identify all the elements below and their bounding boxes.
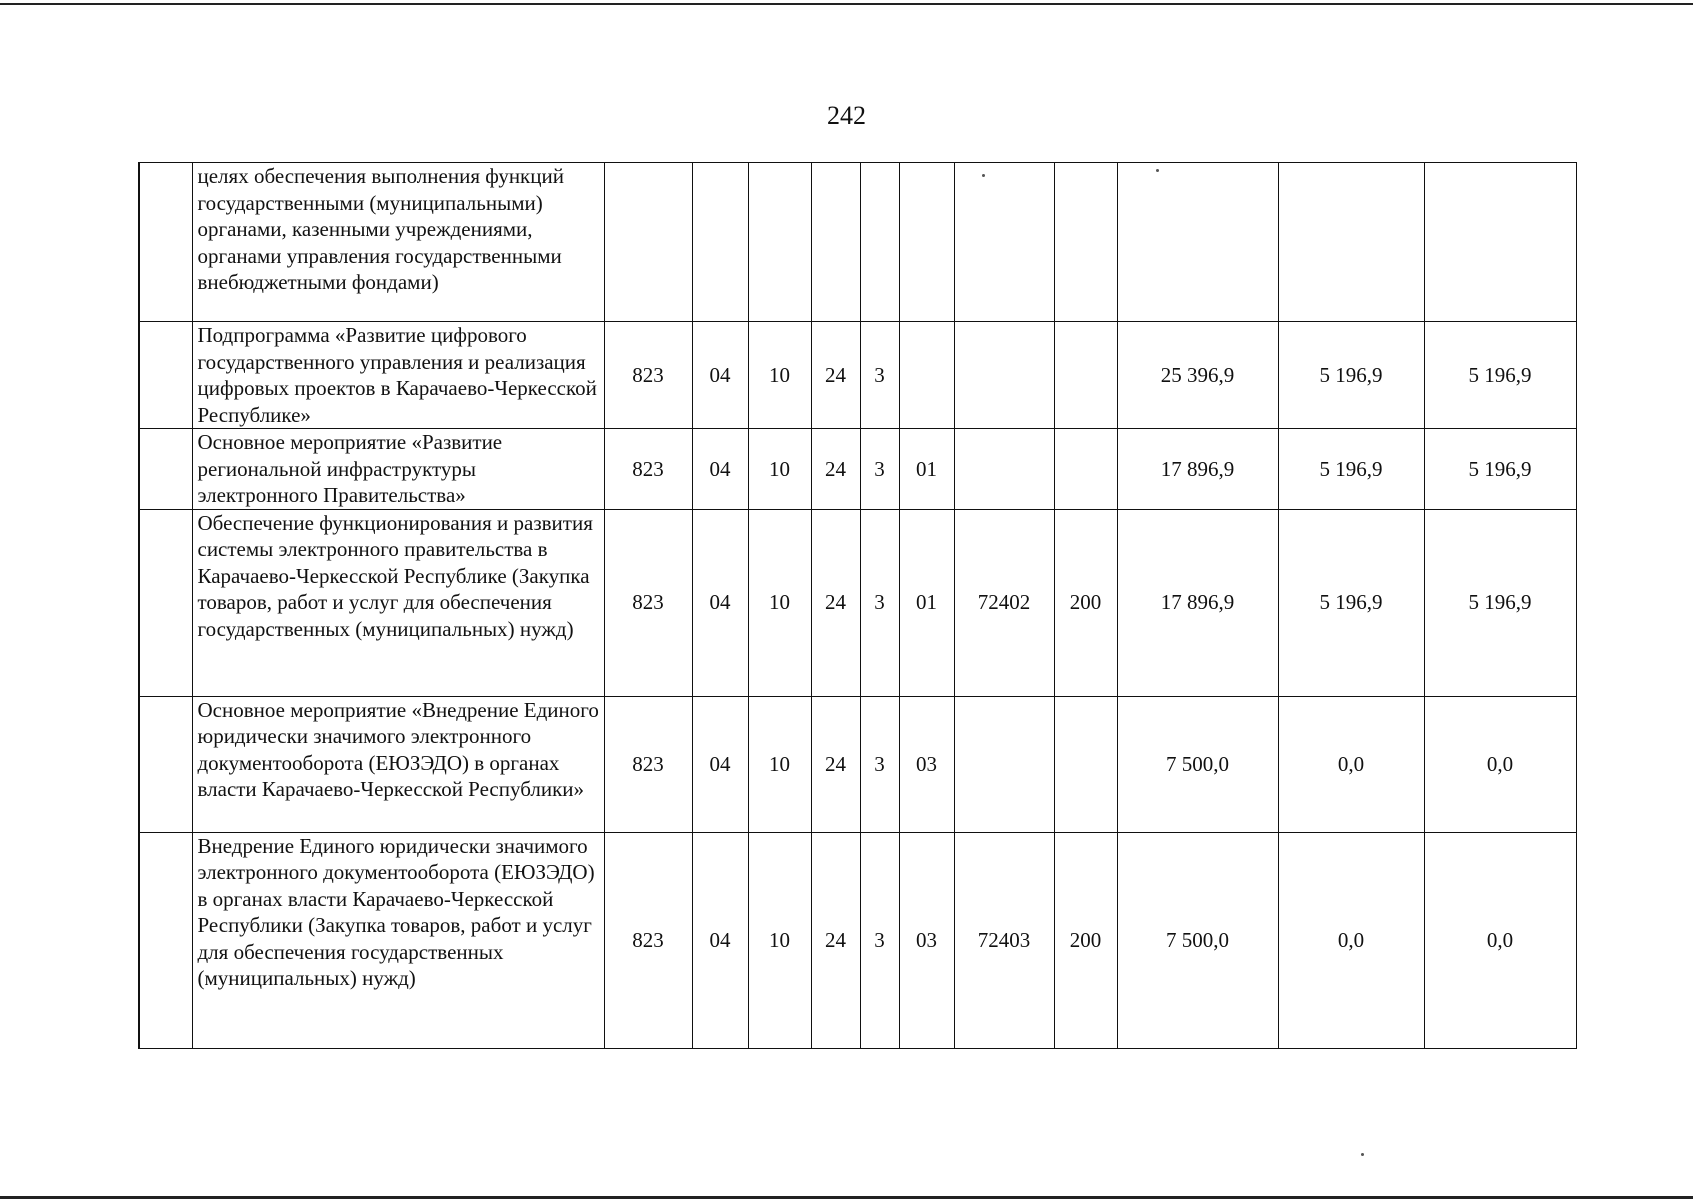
table-row [139,832,1576,1048]
budget-table [138,162,1577,1049]
amount-year3-cell [1424,163,1576,322]
scan-speck [1156,169,1159,172]
ministry-code-cell: 823 [604,832,692,1048]
amount-year3-cell: 0,0 [1424,696,1576,832]
item-name-cell: Внедрение Единого юридически значимого электронного документооборота (ЕЮЗЭДО) в органах власти Карачаево-Черкесской Республики (Закупка товаров, работ и услуг для обеспечения государственных (муниципальных) нужд) [192,832,604,1048]
subprogram-code-cell [860,163,899,322]
amount-year2-cell: 0,0 [1278,832,1424,1048]
row-index-cell [139,163,192,322]
activity-code-cell: 03 [899,696,954,832]
subsection-code-cell: 10 [748,509,811,696]
amount-year1-cell: 25 396,9 [1117,322,1278,429]
amount-year2-cell: 0,0 [1278,696,1424,832]
expense-type-cell: 200 [1054,832,1117,1048]
direction-code-cell [954,163,1054,322]
program-code-cell [811,163,860,322]
amount-year3-cell: 5 196,9 [1424,322,1576,429]
scan-edge-bottom [0,1196,1693,1199]
activity-code-cell [899,163,954,322]
row-index-cell [139,832,192,1048]
subsection-code-cell: 10 [748,429,811,510]
page-number: 242 [827,101,866,130]
activity-code-cell: 03 [899,832,954,1048]
expense-type-cell: 200 [1054,509,1117,696]
item-name-cell: Основное мероприятие «Развитие региональной инфраструктуры электронного Правительства» [192,429,604,510]
section-code-cell: 04 [692,429,748,510]
expense-type-cell [1054,429,1117,510]
direction-code-cell: 72403 [954,832,1054,1048]
table-row [139,163,1576,322]
program-code-cell: 24 [811,696,860,832]
amount-year1-cell: 7 500,0 [1117,832,1278,1048]
amount-year2-cell: 5 196,9 [1278,509,1424,696]
item-name-cell: целях обеспечения выполнения функций государственными (муниципальными) органами, казенными учреждениями, органами управления государственными внебюджетными фондами) [192,163,604,322]
direction-code-cell [954,696,1054,832]
amount-year3-cell: 5 196,9 [1424,509,1576,696]
section-code-cell: 04 [692,322,748,429]
subprogram-code-cell: 3 [860,832,899,1048]
subprogram-code-cell: 3 [860,696,899,832]
program-code-cell: 24 [811,509,860,696]
subsection-code-cell: 10 [748,832,811,1048]
amount-year1-cell: 17 896,9 [1117,509,1278,696]
ministry-code-cell: 823 [604,509,692,696]
activity-code-cell [899,322,954,429]
amount-year1-cell: 7 500,0 [1117,696,1278,832]
row-index-cell [139,509,192,696]
direction-code-cell [954,322,1054,429]
subprogram-code-cell: 3 [860,322,899,429]
program-code-cell: 24 [811,832,860,1048]
item-name-cell: Основное мероприятие «Внедрение Единого юридически значимого электронного документооборота (ЕЮЗЭДО) в органах власти Карачаево-Черкесской Республики» [192,696,604,832]
program-code-cell: 24 [811,429,860,510]
scan-speck [982,174,985,177]
expense-type-cell [1054,163,1117,322]
subsection-code-cell: 10 [748,696,811,832]
expense-type-cell [1054,696,1117,832]
direction-code-cell: 72402 [954,509,1054,696]
scan-edge-top [0,3,1693,5]
amount-year3-cell: 5 196,9 [1424,429,1576,510]
section-code-cell: 04 [692,832,748,1048]
ministry-code-cell: 823 [604,429,692,510]
ministry-code-cell [604,163,692,322]
program-code-cell: 24 [811,322,860,429]
subsection-code-cell: 10 [748,322,811,429]
amount-year1-cell [1117,163,1278,322]
item-name-cell: Подпрограмма «Развитие цифрового государственного управления и реализация цифровых проектов в Карачаево-Черкесской Республике» [192,322,604,429]
table-row [139,429,1576,510]
table-row [139,696,1576,832]
direction-code-cell [954,429,1054,510]
row-index-cell [139,322,192,429]
activity-code-cell: 01 [899,509,954,696]
amount-year1-cell: 17 896,9 [1117,429,1278,510]
table-row [139,322,1576,429]
expense-type-cell [1054,322,1117,429]
ministry-code-cell: 823 [604,322,692,429]
subprogram-code-cell: 3 [860,429,899,510]
table-row [139,509,1576,696]
section-code-cell [692,163,748,322]
section-code-cell: 04 [692,696,748,832]
subprogram-code-cell: 3 [860,509,899,696]
amount-year2-cell: 5 196,9 [1278,429,1424,510]
ministry-code-cell: 823 [604,696,692,832]
scan-speck [1361,1153,1364,1156]
amount-year2-cell [1278,163,1424,322]
subsection-code-cell [748,163,811,322]
row-index-cell [139,696,192,832]
section-code-cell: 04 [692,509,748,696]
amount-year2-cell: 5 196,9 [1278,322,1424,429]
amount-year3-cell: 0,0 [1424,832,1576,1048]
item-name-cell: Обеспечение функционирования и развития системы электронного правительства в Карачаево-Черкесской Республике (Закупка товаров, работ и услуг для обеспечения государственных (муниципальных) нужд) [192,509,604,696]
activity-code-cell: 01 [899,429,954,510]
row-index-cell [139,429,192,510]
